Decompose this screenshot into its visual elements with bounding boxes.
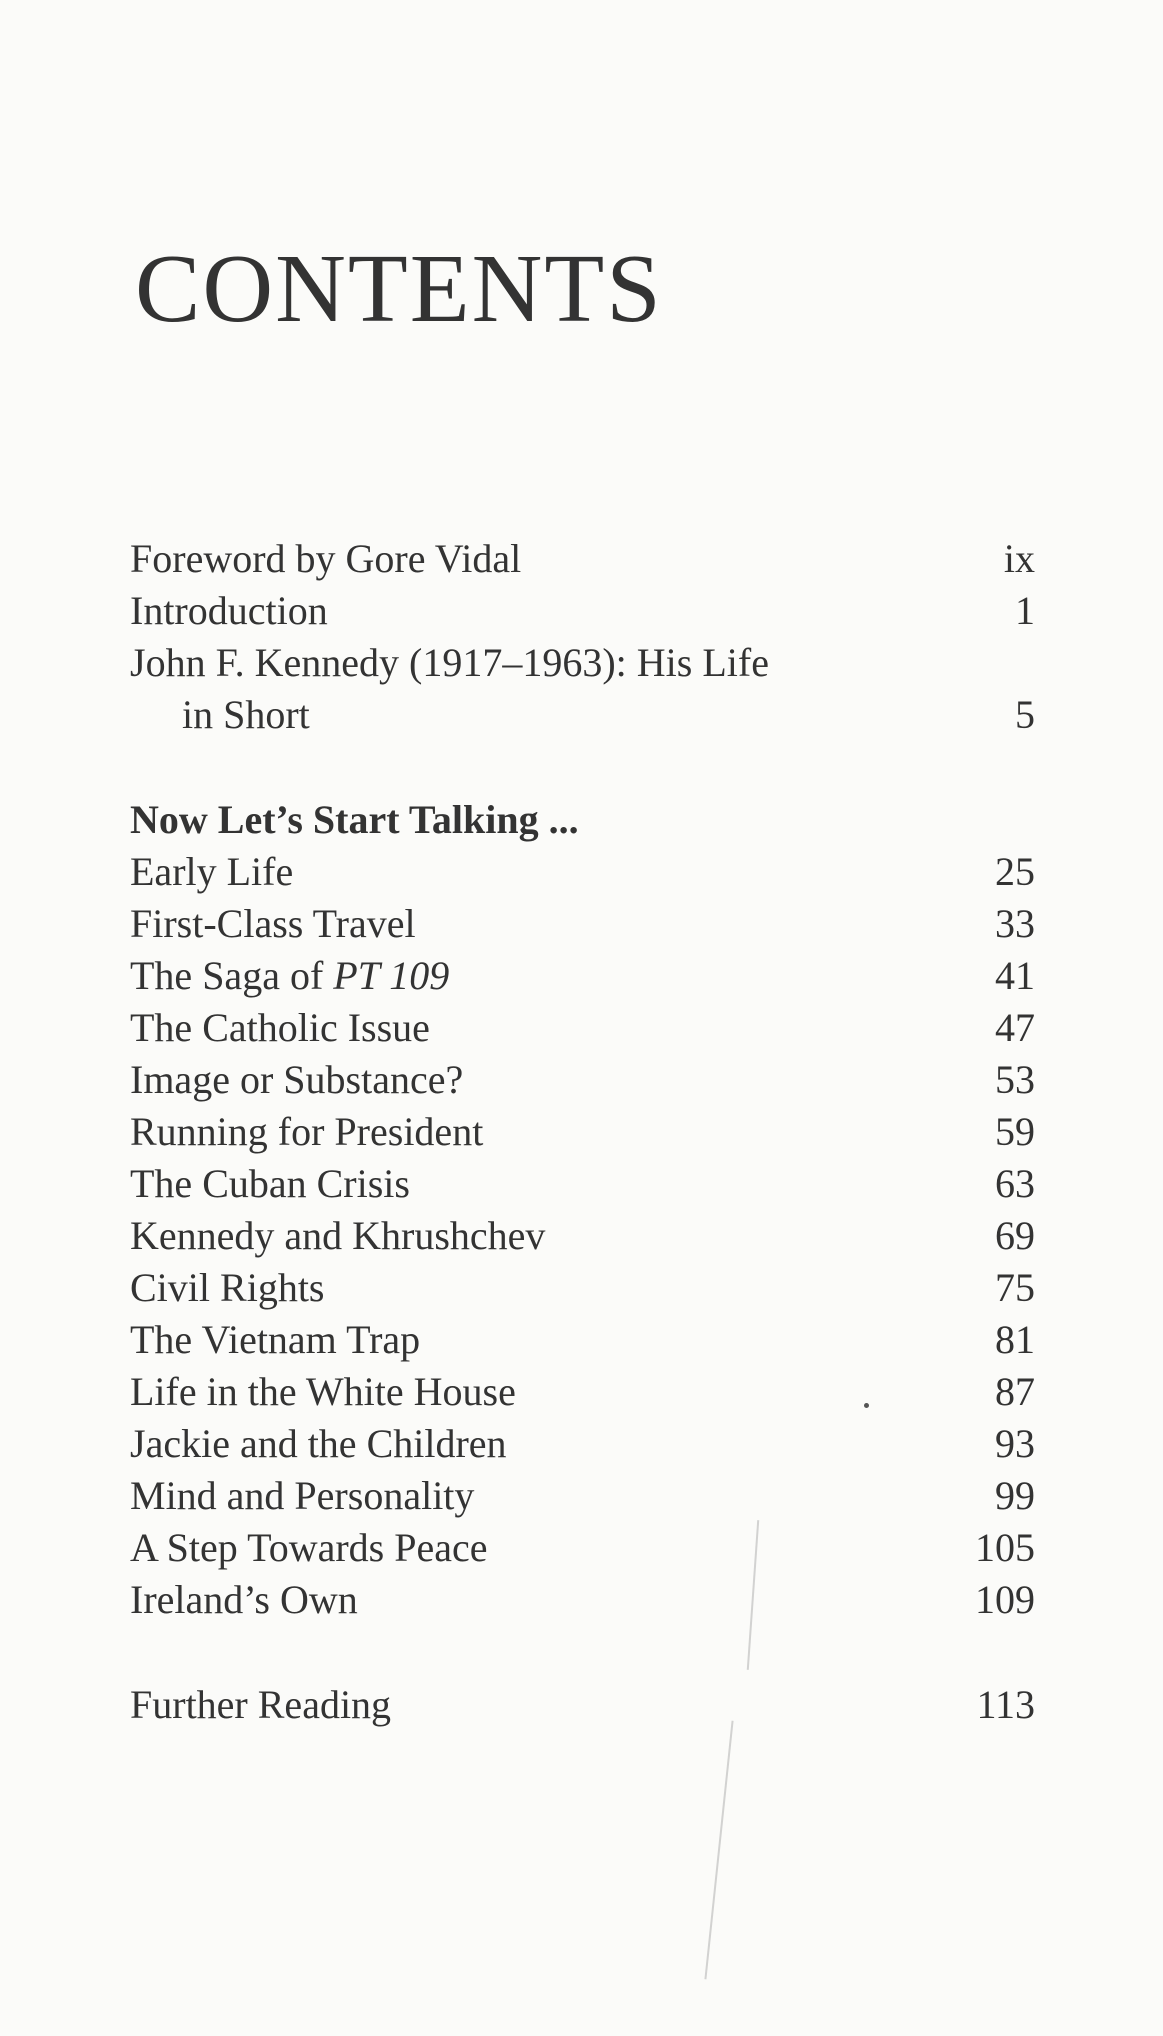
toc-entry-page: 99 (995, 1473, 1035, 1518)
toc-entry-page: 113 (976, 1682, 1035, 1727)
toc-entry-title: Civil Rights (130, 1265, 325, 1310)
toc-entry-page: 59 (995, 1109, 1035, 1154)
toc-section (130, 794, 1035, 1626)
toc-entry-page: ix (1003, 536, 1035, 581)
toc-entry-title: Life in the White House (130, 1369, 516, 1414)
toc-entry (130, 1679, 1035, 1731)
toc-entry-page: 69 (995, 1213, 1035, 1258)
toc-entry-title: Jackie and the Children (130, 1421, 507, 1466)
toc-entry (130, 1002, 1035, 1054)
toc-entry (130, 1314, 1035, 1366)
toc-entry-page: 25 (995, 849, 1035, 894)
toc-entry-page: 105 (975, 1525, 1035, 1570)
toc-entry-title: The Cuban Crisis (130, 1161, 410, 1206)
toc-entry-page: 47 (995, 1005, 1035, 1050)
toc-entry-title: Kennedy and Khrushchev (130, 1213, 546, 1258)
toc-entry-title: The Vietnam Trap (130, 1317, 421, 1362)
page-title: CONTENTS (135, 235, 663, 343)
toc-entry-title: Running for President (130, 1109, 484, 1154)
toc-entry-page: 87 (995, 1369, 1035, 1414)
toc-entry-page: 109 (975, 1577, 1035, 1622)
toc-entry-continued (130, 689, 1035, 741)
toc-entry (130, 1210, 1035, 1262)
toc-entry-title: The Catholic Issue (130, 1005, 430, 1050)
toc-back-matter (130, 1679, 1035, 1731)
toc-entry (130, 1522, 1035, 1574)
toc-entry (130, 1418, 1035, 1470)
toc-entry (130, 1574, 1035, 1626)
toc-entry (130, 1054, 1035, 1106)
toc-entry (130, 898, 1035, 950)
toc-entry (130, 1470, 1035, 1522)
toc-entry-title: Early Life (130, 849, 294, 894)
title-prefix: The Saga of (130, 953, 334, 998)
toc-entry (130, 533, 1035, 585)
toc-entry (130, 1106, 1035, 1158)
toc-entry (130, 846, 1035, 898)
toc-entry-title: Mind and Personality (130, 1473, 475, 1518)
toc-entry-title: in Short (182, 692, 310, 737)
toc-entry-page: 1 (1015, 588, 1035, 633)
toc-entry-title: Foreword by Gore Vidal (130, 536, 522, 581)
section-heading-text: Now Let’s Start Talking ... (130, 797, 579, 842)
toc-entry (130, 1366, 1035, 1418)
toc-entry-title (130, 950, 449, 1002)
toc-entry (130, 950, 1035, 1002)
toc-entry-page: 41 (995, 953, 1035, 998)
toc-entry (130, 1262, 1035, 1314)
toc-entry-page: 63 (995, 1161, 1035, 1206)
toc-entry-page: 93 (995, 1421, 1035, 1466)
toc-entry-page: 81 (995, 1317, 1035, 1362)
toc-entry-page: 5 (1015, 692, 1035, 737)
toc-entry (130, 637, 1035, 689)
paper-speck (864, 1403, 869, 1408)
toc-entry-title: First-Class Travel (130, 901, 416, 946)
toc-entry-title: John F. Kennedy (1917–1963): His Life (130, 640, 769, 685)
toc-entry (130, 585, 1035, 637)
toc-front-matter (130, 533, 1035, 741)
toc-entry-page: 53 (995, 1057, 1035, 1102)
toc-entry-title: Ireland’s Own (130, 1577, 358, 1622)
toc-entry-title: Image or Substance? (130, 1057, 464, 1102)
title-italic: PT 109 (333, 953, 450, 998)
toc-entry (130, 1158, 1035, 1210)
paper-crease (704, 1721, 733, 1980)
toc-entry-title: Further Reading (130, 1682, 392, 1727)
toc-entry-title: A Step Towards Peace (130, 1525, 488, 1570)
toc-entry-page: 75 (995, 1265, 1035, 1310)
toc-section-heading (130, 794, 1035, 846)
toc-entry-page: 33 (995, 901, 1035, 946)
toc-entry-title: Introduction (130, 588, 328, 633)
